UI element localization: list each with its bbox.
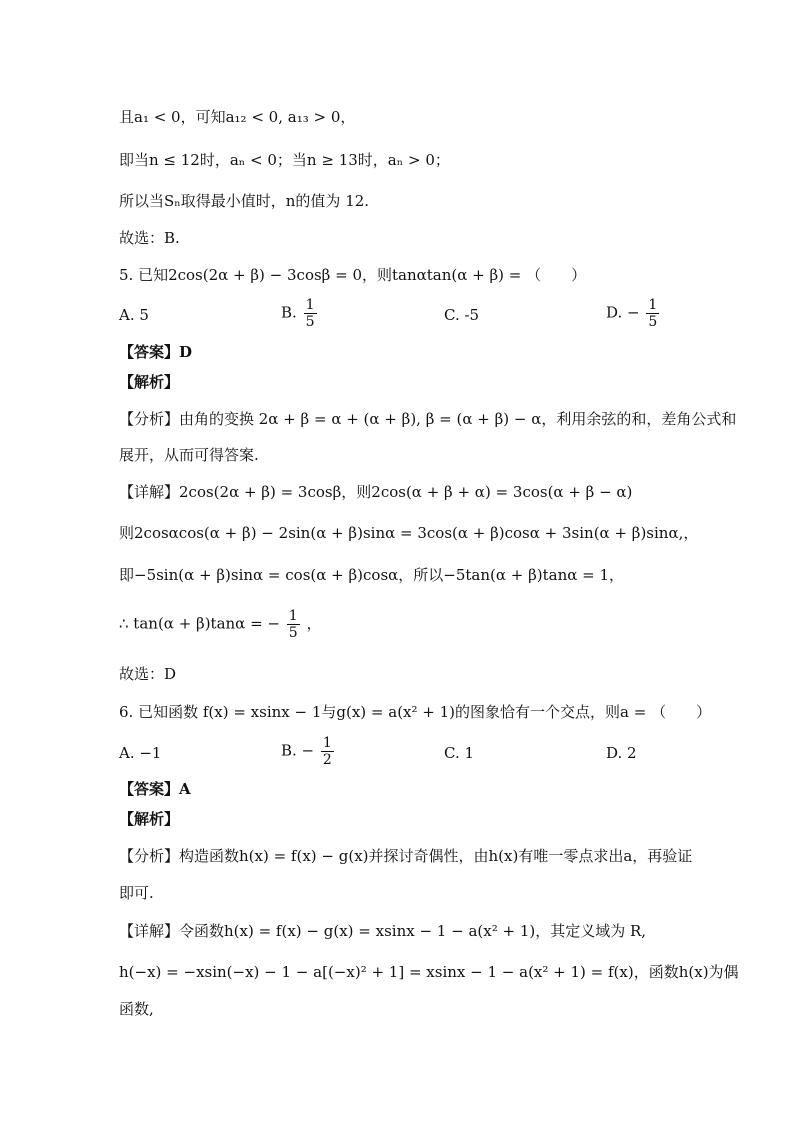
q5-option-d-num: 1 bbox=[648, 297, 658, 313]
q5-option-a: A. 5 bbox=[119, 306, 149, 324]
q5-detail-1: 【详解】2cos(2α + β) = 3cosβ，则2cos(α + β + α) = 3cos(α + β − α) bbox=[119, 483, 633, 501]
q6-option-b-fraction bbox=[321, 735, 334, 768]
q6-jiexi: 【解析】 bbox=[119, 810, 180, 828]
q5-option-b-label: B. bbox=[281, 303, 297, 322]
q6-fenxi-2: 即可. bbox=[119, 884, 154, 902]
q5-fenxi-1: 【分析】由角的变换 2α + β = α + (α + β), β = (α + β) − α，利用余弦的和，差角公式和 bbox=[119, 410, 737, 428]
q5-detail-4 bbox=[119, 608, 322, 648]
line-p3: 所以当Sₙ取得最小值时，n的值为 12. bbox=[119, 192, 370, 210]
q5-detail-4-fraction bbox=[287, 608, 300, 641]
q6-stem: 6. 已知函数 f(x) = xsinx − 1与g(x) = a(x² + 1)的图象恰有一个交点，则a = （ ） bbox=[119, 703, 712, 721]
q5-option-d-fraction bbox=[646, 297, 659, 330]
q6-option-b-den: 2 bbox=[322, 752, 332, 768]
q5-choose: 故选：D bbox=[119, 665, 177, 683]
q6-detail-1: 【详解】令函数h(x) = f(x) − g(x) = xsinx − 1 − a(x² + 1)，其定义域为 R, bbox=[119, 922, 647, 940]
q5-option-b bbox=[281, 297, 319, 330]
q5-detail-4-post: ， bbox=[306, 614, 322, 633]
q6-answer: 【答案】A bbox=[119, 780, 191, 798]
q5-option-d bbox=[606, 297, 661, 330]
line-p1: 且a₁ < 0，可知a₁₂ < 0, a₁₃ > 0， bbox=[119, 108, 356, 126]
line-p2: 即当n ≤ 12时，aₙ < 0；当n ≥ 13时，aₙ > 0； bbox=[119, 151, 450, 169]
q5-option-c: C. -5 bbox=[444, 306, 480, 324]
line-p4: 故选：B. bbox=[119, 229, 180, 247]
q6-option-b-num: 1 bbox=[322, 735, 332, 751]
q5-detail-4-num: 1 bbox=[288, 608, 298, 624]
q5-detail-4-den: 5 bbox=[288, 625, 298, 641]
q6-option-d: D. 2 bbox=[606, 744, 637, 762]
q6-option-b-label: B. − bbox=[281, 741, 315, 760]
q5-jiexi: 【解析】 bbox=[119, 373, 180, 391]
q6-option-c: C. 1 bbox=[444, 744, 475, 762]
q5-fenxi-2: 展开，从而可得答案. bbox=[119, 446, 259, 464]
q5-option-d-den: 5 bbox=[648, 314, 658, 330]
q5-option-b-num: 1 bbox=[305, 297, 315, 313]
q6-fenxi-1: 【分析】构造函数h(x) = f(x) − g(x)并探讨奇偶性，由h(x)有唯一零点求出a，再验证 bbox=[119, 847, 693, 865]
q5-option-b-fraction bbox=[304, 297, 317, 330]
q6-detail-2: h(−x) = −xsin(−x) − 1 − a[(−x)² + 1] = xsinx − 1 − a(x² + 1) = f(x)，函数h(x)为偶 bbox=[119, 963, 739, 981]
q5-detail-4-pre: ∴ tan(α + β)tanα = − bbox=[119, 614, 280, 633]
q5-detail-2: 则2cosαcos(α + β) − 2sin(α + β)sinα = 3cos(α + β)cosα + 3sin(α + β)sinα,， bbox=[119, 524, 699, 542]
q5-option-b-den: 5 bbox=[305, 314, 315, 330]
q6-option-b bbox=[281, 735, 336, 768]
q5-answer: 【答案】D bbox=[119, 343, 193, 361]
q5-option-d-label: D. − bbox=[606, 303, 640, 322]
q5-stem: 5. 已知2cos(2α + β) − 3cosβ = 0，则tanαtan(α + β) = （ ） bbox=[119, 266, 587, 284]
q5-detail-3: 即−5sin(α + β)sinα = cos(α + β)cosα，所以−5tan(α + β)tanα = 1， bbox=[119, 566, 625, 584]
q6-detail-3: 函数, bbox=[119, 1000, 154, 1018]
q6-option-a: A. −1 bbox=[119, 744, 162, 762]
